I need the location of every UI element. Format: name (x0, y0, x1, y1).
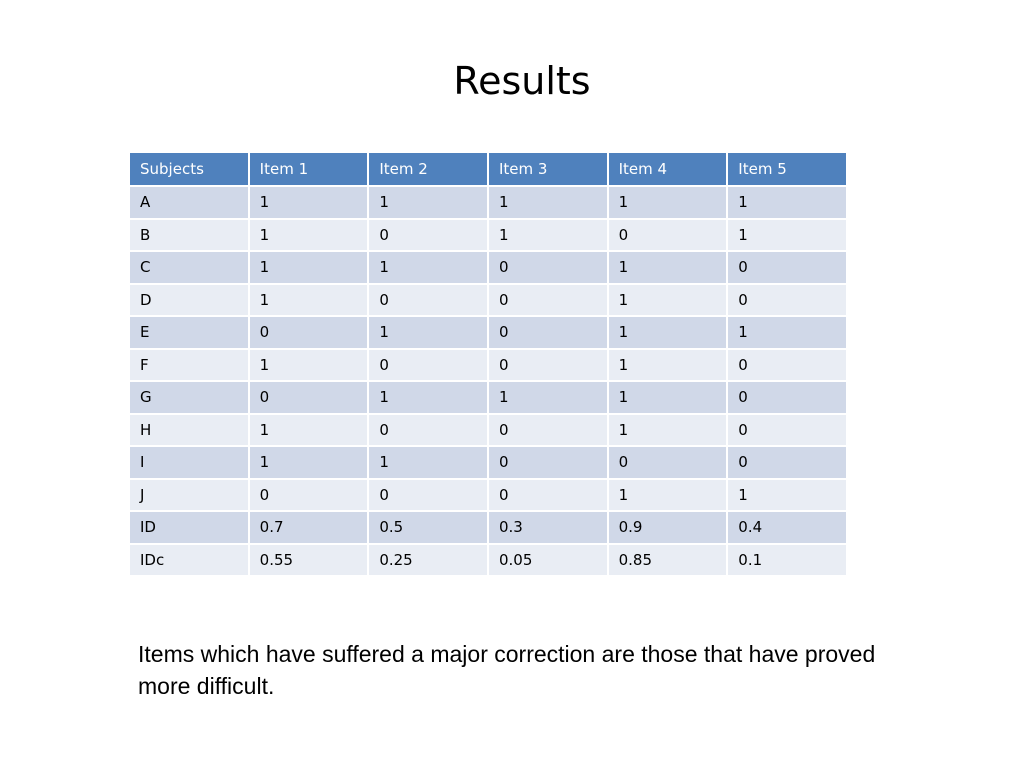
table-cell: 0 (608, 446, 728, 479)
table-cell: 1 (368, 316, 488, 349)
table-cell: 0.5 (368, 511, 488, 544)
row-label-cell: A (129, 186, 249, 219)
table-cell: 1 (727, 479, 847, 512)
table-cell: 1 (488, 381, 608, 414)
table-cell: 0 (368, 349, 488, 382)
row-label-cell: I (129, 446, 249, 479)
table-cell: 0 (249, 479, 369, 512)
table-cell: 0.4 (727, 511, 847, 544)
table-cell: 0 (727, 414, 847, 447)
table-cell: 1 (727, 316, 847, 349)
table-cell: 0 (368, 414, 488, 447)
table-row (129, 381, 847, 414)
table-cell: 0.55 (249, 544, 369, 577)
table-cell: 0 (727, 284, 847, 317)
header-cell: Item 3 (488, 152, 608, 186)
table-cell: 1 (608, 414, 728, 447)
row-label-cell: E (129, 316, 249, 349)
table-cell: 1 (727, 219, 847, 252)
table-row (129, 446, 847, 479)
table-cell: 1 (608, 381, 728, 414)
table-cell: 0 (368, 284, 488, 317)
table-cell: 0 (608, 219, 728, 252)
table-row (129, 414, 847, 447)
table-cell: 1 (608, 479, 728, 512)
row-label-cell: D (129, 284, 249, 317)
table-row (129, 251, 847, 284)
table-cell: 1 (249, 414, 369, 447)
row-label-cell: H (129, 414, 249, 447)
table-cell: 1 (608, 316, 728, 349)
header-cell: Item 4 (608, 152, 728, 186)
table-cell: 0 (368, 219, 488, 252)
table-cell: 1 (249, 251, 369, 284)
header-cell: Item 1 (249, 152, 369, 186)
table-cell: 0 (249, 381, 369, 414)
row-label-cell: G (129, 381, 249, 414)
results-table (128, 151, 848, 577)
table-cell: 1 (249, 186, 369, 219)
table-row (129, 511, 847, 544)
row-label-cell: F (129, 349, 249, 382)
table-cell: 0 (488, 414, 608, 447)
table-cell: 0.9 (608, 511, 728, 544)
table-cell: 0 (488, 316, 608, 349)
table-cell: 0 (727, 381, 847, 414)
table-cell: 1 (488, 186, 608, 219)
table-cell: 1 (727, 186, 847, 219)
table-row (129, 219, 847, 252)
table-cell: 0 (488, 479, 608, 512)
table-row (129, 186, 847, 219)
table-body (129, 186, 847, 576)
table-cell: 1 (608, 186, 728, 219)
table-cell: 0 (488, 446, 608, 479)
row-label-cell: C (129, 251, 249, 284)
table-cell: 0.05 (488, 544, 608, 577)
row-label-cell: IDc (129, 544, 249, 577)
row-label-cell: ID (129, 511, 249, 544)
table-cell: 1 (608, 349, 728, 382)
table-cell: 0.1 (727, 544, 847, 577)
table-cell: 0 (727, 251, 847, 284)
header-cell: Item 5 (727, 152, 847, 186)
table-cell: 1 (368, 251, 488, 284)
header-cell: Subjects (129, 152, 249, 186)
table-header-row (129, 152, 847, 186)
header-cell: Item 2 (368, 152, 488, 186)
page-title: Results (453, 59, 591, 103)
table-cell: 1 (488, 219, 608, 252)
table-cell: 1 (608, 284, 728, 317)
table-row (129, 284, 847, 317)
table-row (129, 349, 847, 382)
table-cell: 0 (249, 316, 369, 349)
table-cell: 1 (608, 251, 728, 284)
table-cell: 0 (368, 479, 488, 512)
table-cell: 0 (727, 446, 847, 479)
table-cell: 1 (368, 381, 488, 414)
table-cell: 1 (368, 186, 488, 219)
row-label-cell: J (129, 479, 249, 512)
table-cell: 1 (249, 284, 369, 317)
table-row (129, 544, 847, 577)
table-row (129, 479, 847, 512)
table-cell: 0.3 (488, 511, 608, 544)
table-cell: 0 (488, 251, 608, 284)
table-cell: 0.7 (249, 511, 369, 544)
table-cell: 1 (249, 219, 369, 252)
table-cell: 0 (488, 349, 608, 382)
table-cell: 0 (488, 284, 608, 317)
table-cell: 1 (368, 446, 488, 479)
row-label-cell: B (129, 219, 249, 252)
table-cell: 0 (727, 349, 847, 382)
conclusion-text: Items which have suffered a major correction are those that have proved more difficult. (138, 641, 876, 699)
table-cell: 1 (249, 349, 369, 382)
table-cell: 1 (249, 446, 369, 479)
table-row (129, 316, 847, 349)
table-cell: 0.85 (608, 544, 728, 577)
table-cell: 0.25 (368, 544, 488, 577)
